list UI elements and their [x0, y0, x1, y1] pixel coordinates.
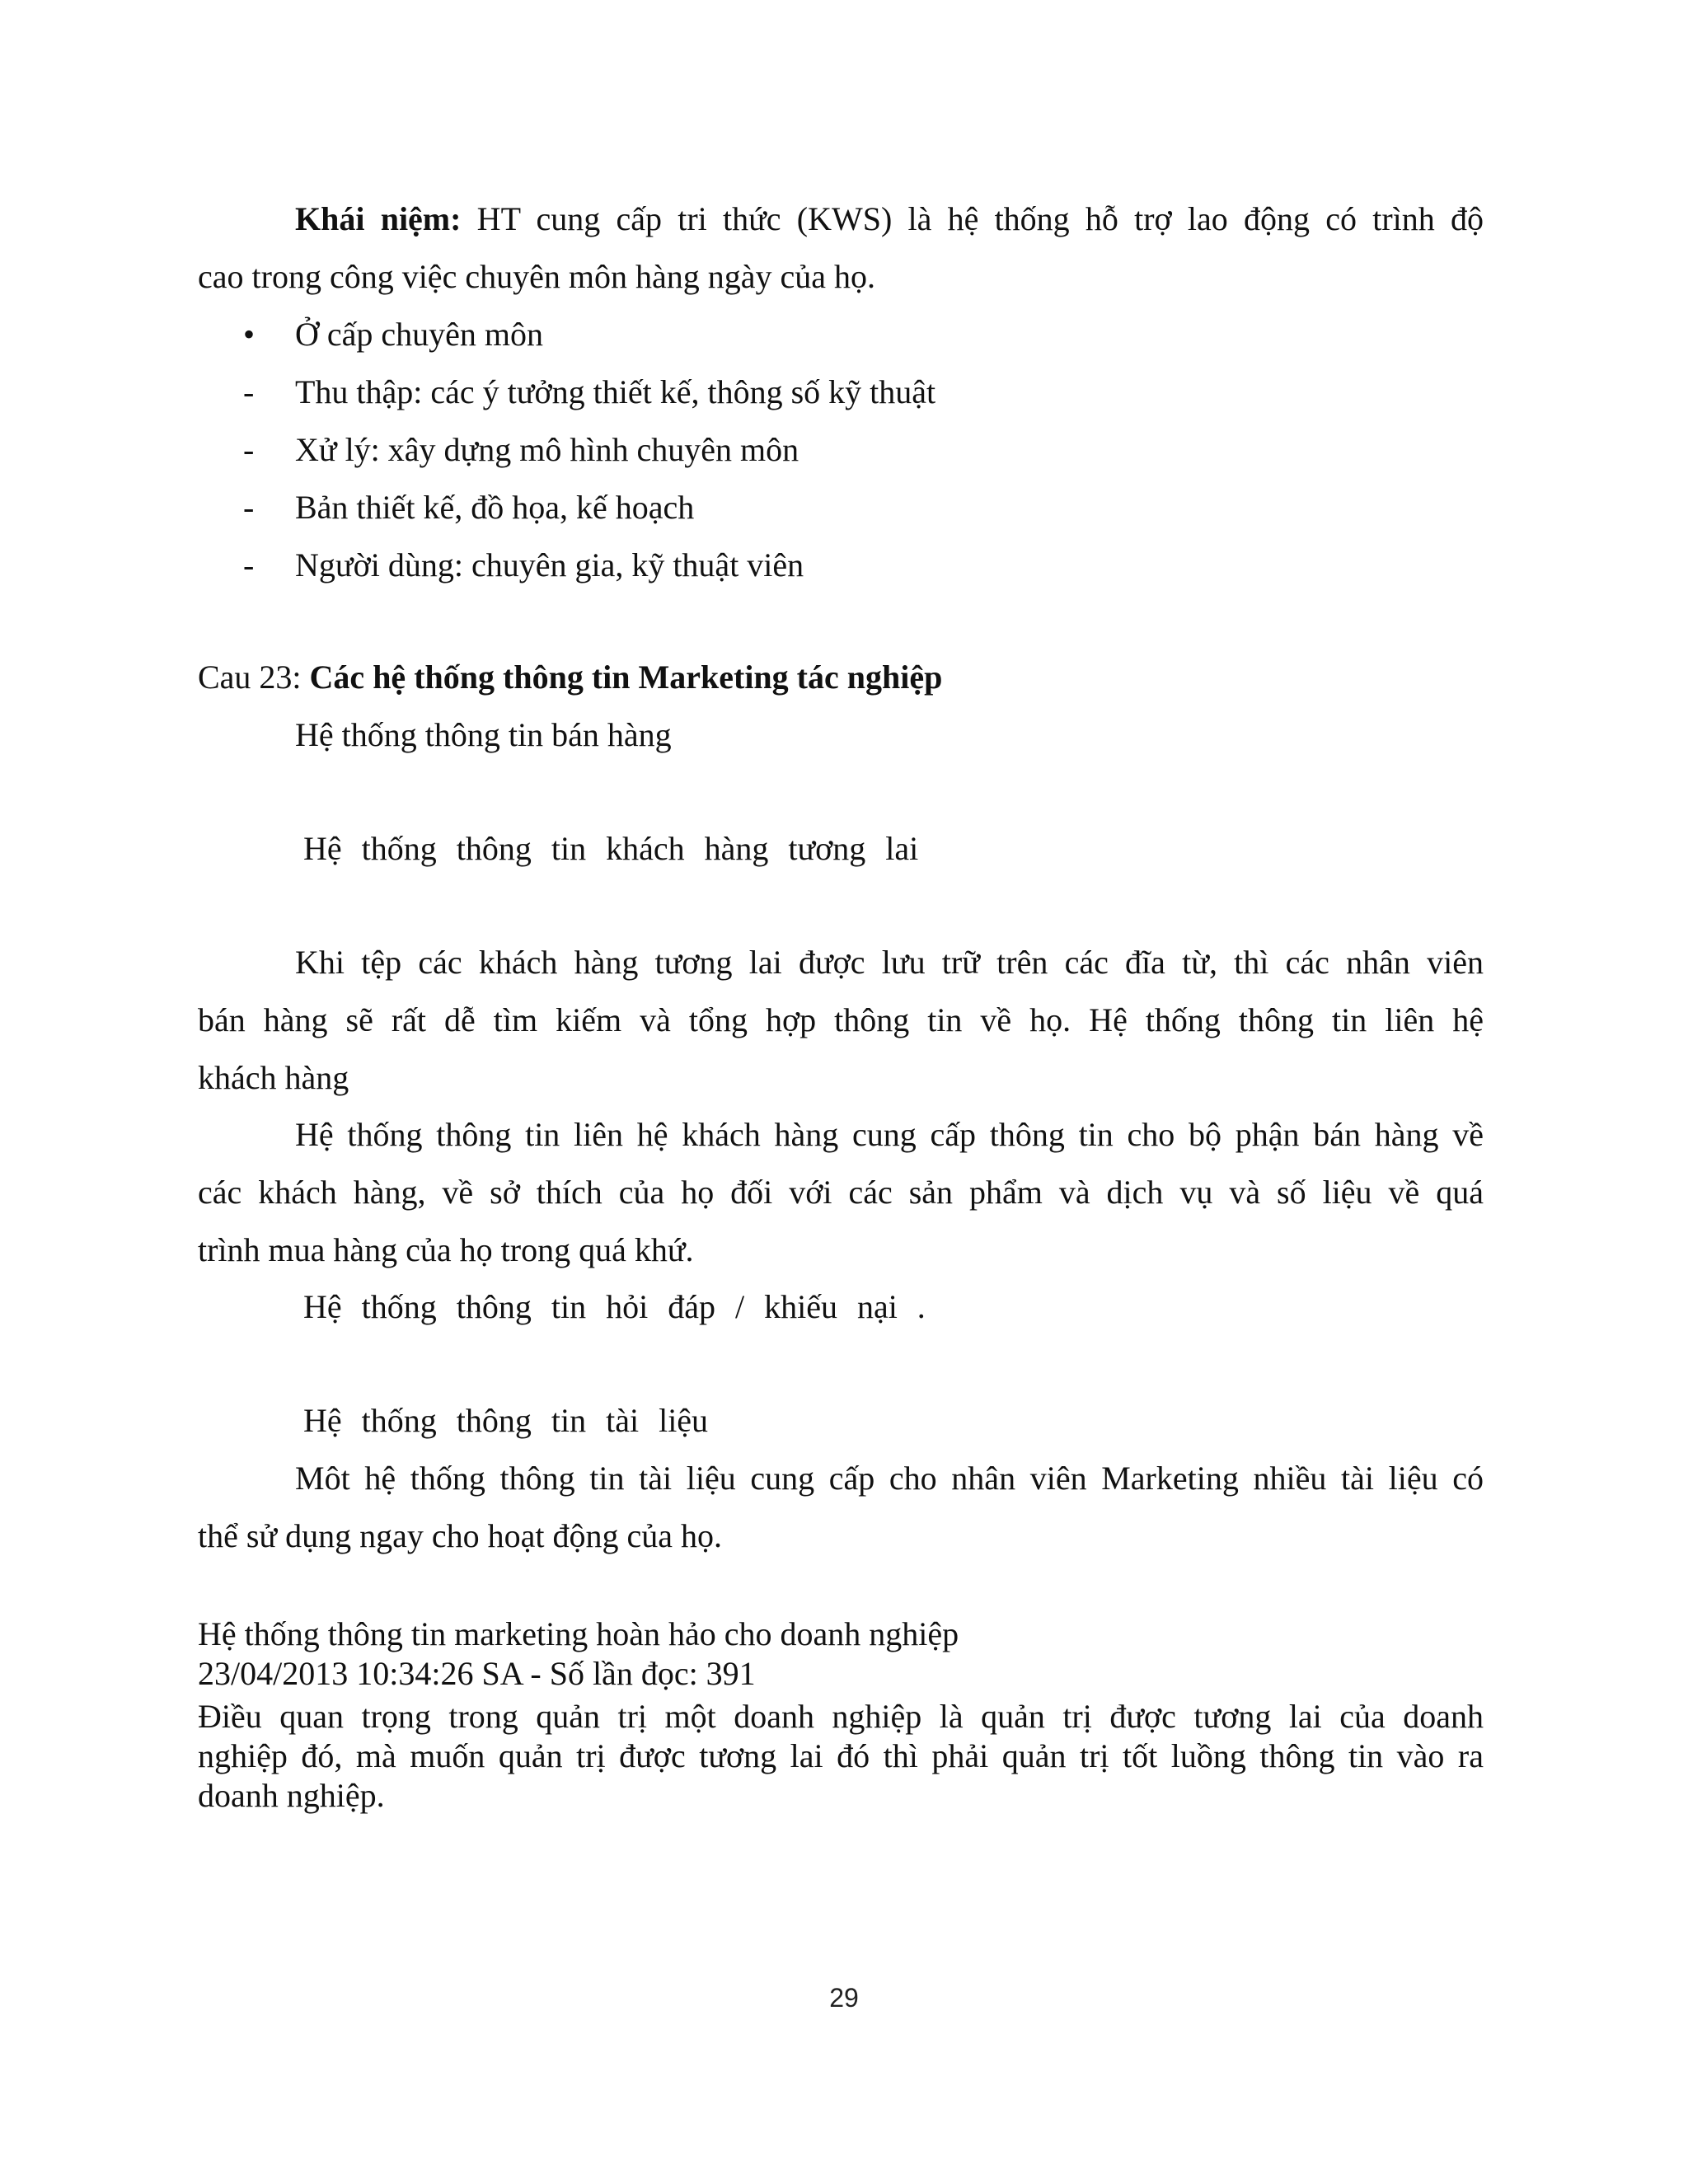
- dash-icon: -: [243, 489, 255, 526]
- concept-text: HT cung cấp tri thức (KWS) là hệ thống hỗ trợ lao động có trình độ: [461, 200, 1484, 237]
- paragraph-line: thể sử dụng ngay cho hoạt động của họ.: [198, 1517, 722, 1554]
- dash-item: Thu thập: các ý tưởng thiết kế, thông số kỹ thuật: [295, 373, 936, 410]
- dash-icon: -: [243, 546, 255, 583]
- dash-item: Xử lý: xây dựng mô hình chuyên môn: [295, 431, 799, 468]
- article-body-line: doanh nghiệp.: [198, 1777, 385, 1814]
- concept-line-2: cao trong công việc chuyên môn hàng ngày của họ.: [198, 258, 875, 295]
- paragraph-line: bán hàng sẽ rất dễ tìm kiếm và tổng hợp thông tin về họ. Hệ thống thông tin liên hệ: [198, 1001, 1484, 1038]
- bullet-icon: •: [243, 316, 256, 353]
- future-customers-heading: Hệ thống thông tin khách hàng tương lai: [303, 830, 919, 867]
- complaints-heading: Hệ thống thông tin hỏi đáp / khiếu nại .: [303, 1288, 926, 1325]
- sales-system-heading: Hệ thống thông tin bán hàng: [295, 716, 672, 753]
- page-number: 29: [829, 1983, 859, 2013]
- dash-item: Bản thiết kế, đồ họa, kế hoạch: [295, 489, 695, 526]
- documents-heading: Hệ thống thông tin tài liệu: [303, 1402, 709, 1439]
- article-meta: 23/04/2013 10:34:26 SA - Số lần đọc: 391: [198, 1655, 756, 1692]
- paragraph-line: các khách hàng, về sở thích của họ đối với các sản phẩm và dịch vụ và số liệu về quá: [198, 1174, 1484, 1211]
- question-title: Các hệ thống thông tin Marketing tác nghiệp: [309, 658, 943, 696]
- article-title: Hệ thống thông tin marketing hoàn hảo cho doanh nghiệp: [198, 1615, 959, 1652]
- question-prefix: Cau 23:: [198, 658, 310, 696]
- article-body-line: Điều quan trọng trong quản trị một doanh nghiệp là quản trị được tương lai của doanh: [198, 1698, 1484, 1735]
- paragraph-line: Hệ thống thông tin liên hệ khách hàng cung cấp thông tin cho bộ phận bán hàng về: [295, 1116, 1484, 1153]
- dash-icon: -: [243, 373, 255, 410]
- paragraph-line: Khi tệp các khách hàng tương lai được lưu trữ trên các đĩa từ, thì các nhân viên: [295, 944, 1484, 981]
- concept-label: Khái niệm:: [295, 200, 462, 237]
- article-body-line: nghiệp đó, mà muốn quản trị được tương lai đó thì phải quản trị tốt luồng thông tin vào ra: [198, 1737, 1484, 1774]
- question-heading: [198, 656, 1484, 699]
- paragraph-line: Môt hệ thống thông tin tài liệu cung cấp cho nhân viên Marketing nhiều tài liệu có: [295, 1460, 1484, 1497]
- bullet-item: Ở cấp chuyên môn: [295, 316, 544, 353]
- paragraph-line: khách hàng: [198, 1059, 349, 1096]
- dash-item: Người dùng: chuyên gia, kỹ thuật viên: [295, 546, 804, 583]
- dash-icon: -: [243, 431, 255, 468]
- concept-line-1: [295, 198, 1484, 241]
- paragraph-line: trình mua hàng của họ trong quá khứ.: [198, 1231, 694, 1268]
